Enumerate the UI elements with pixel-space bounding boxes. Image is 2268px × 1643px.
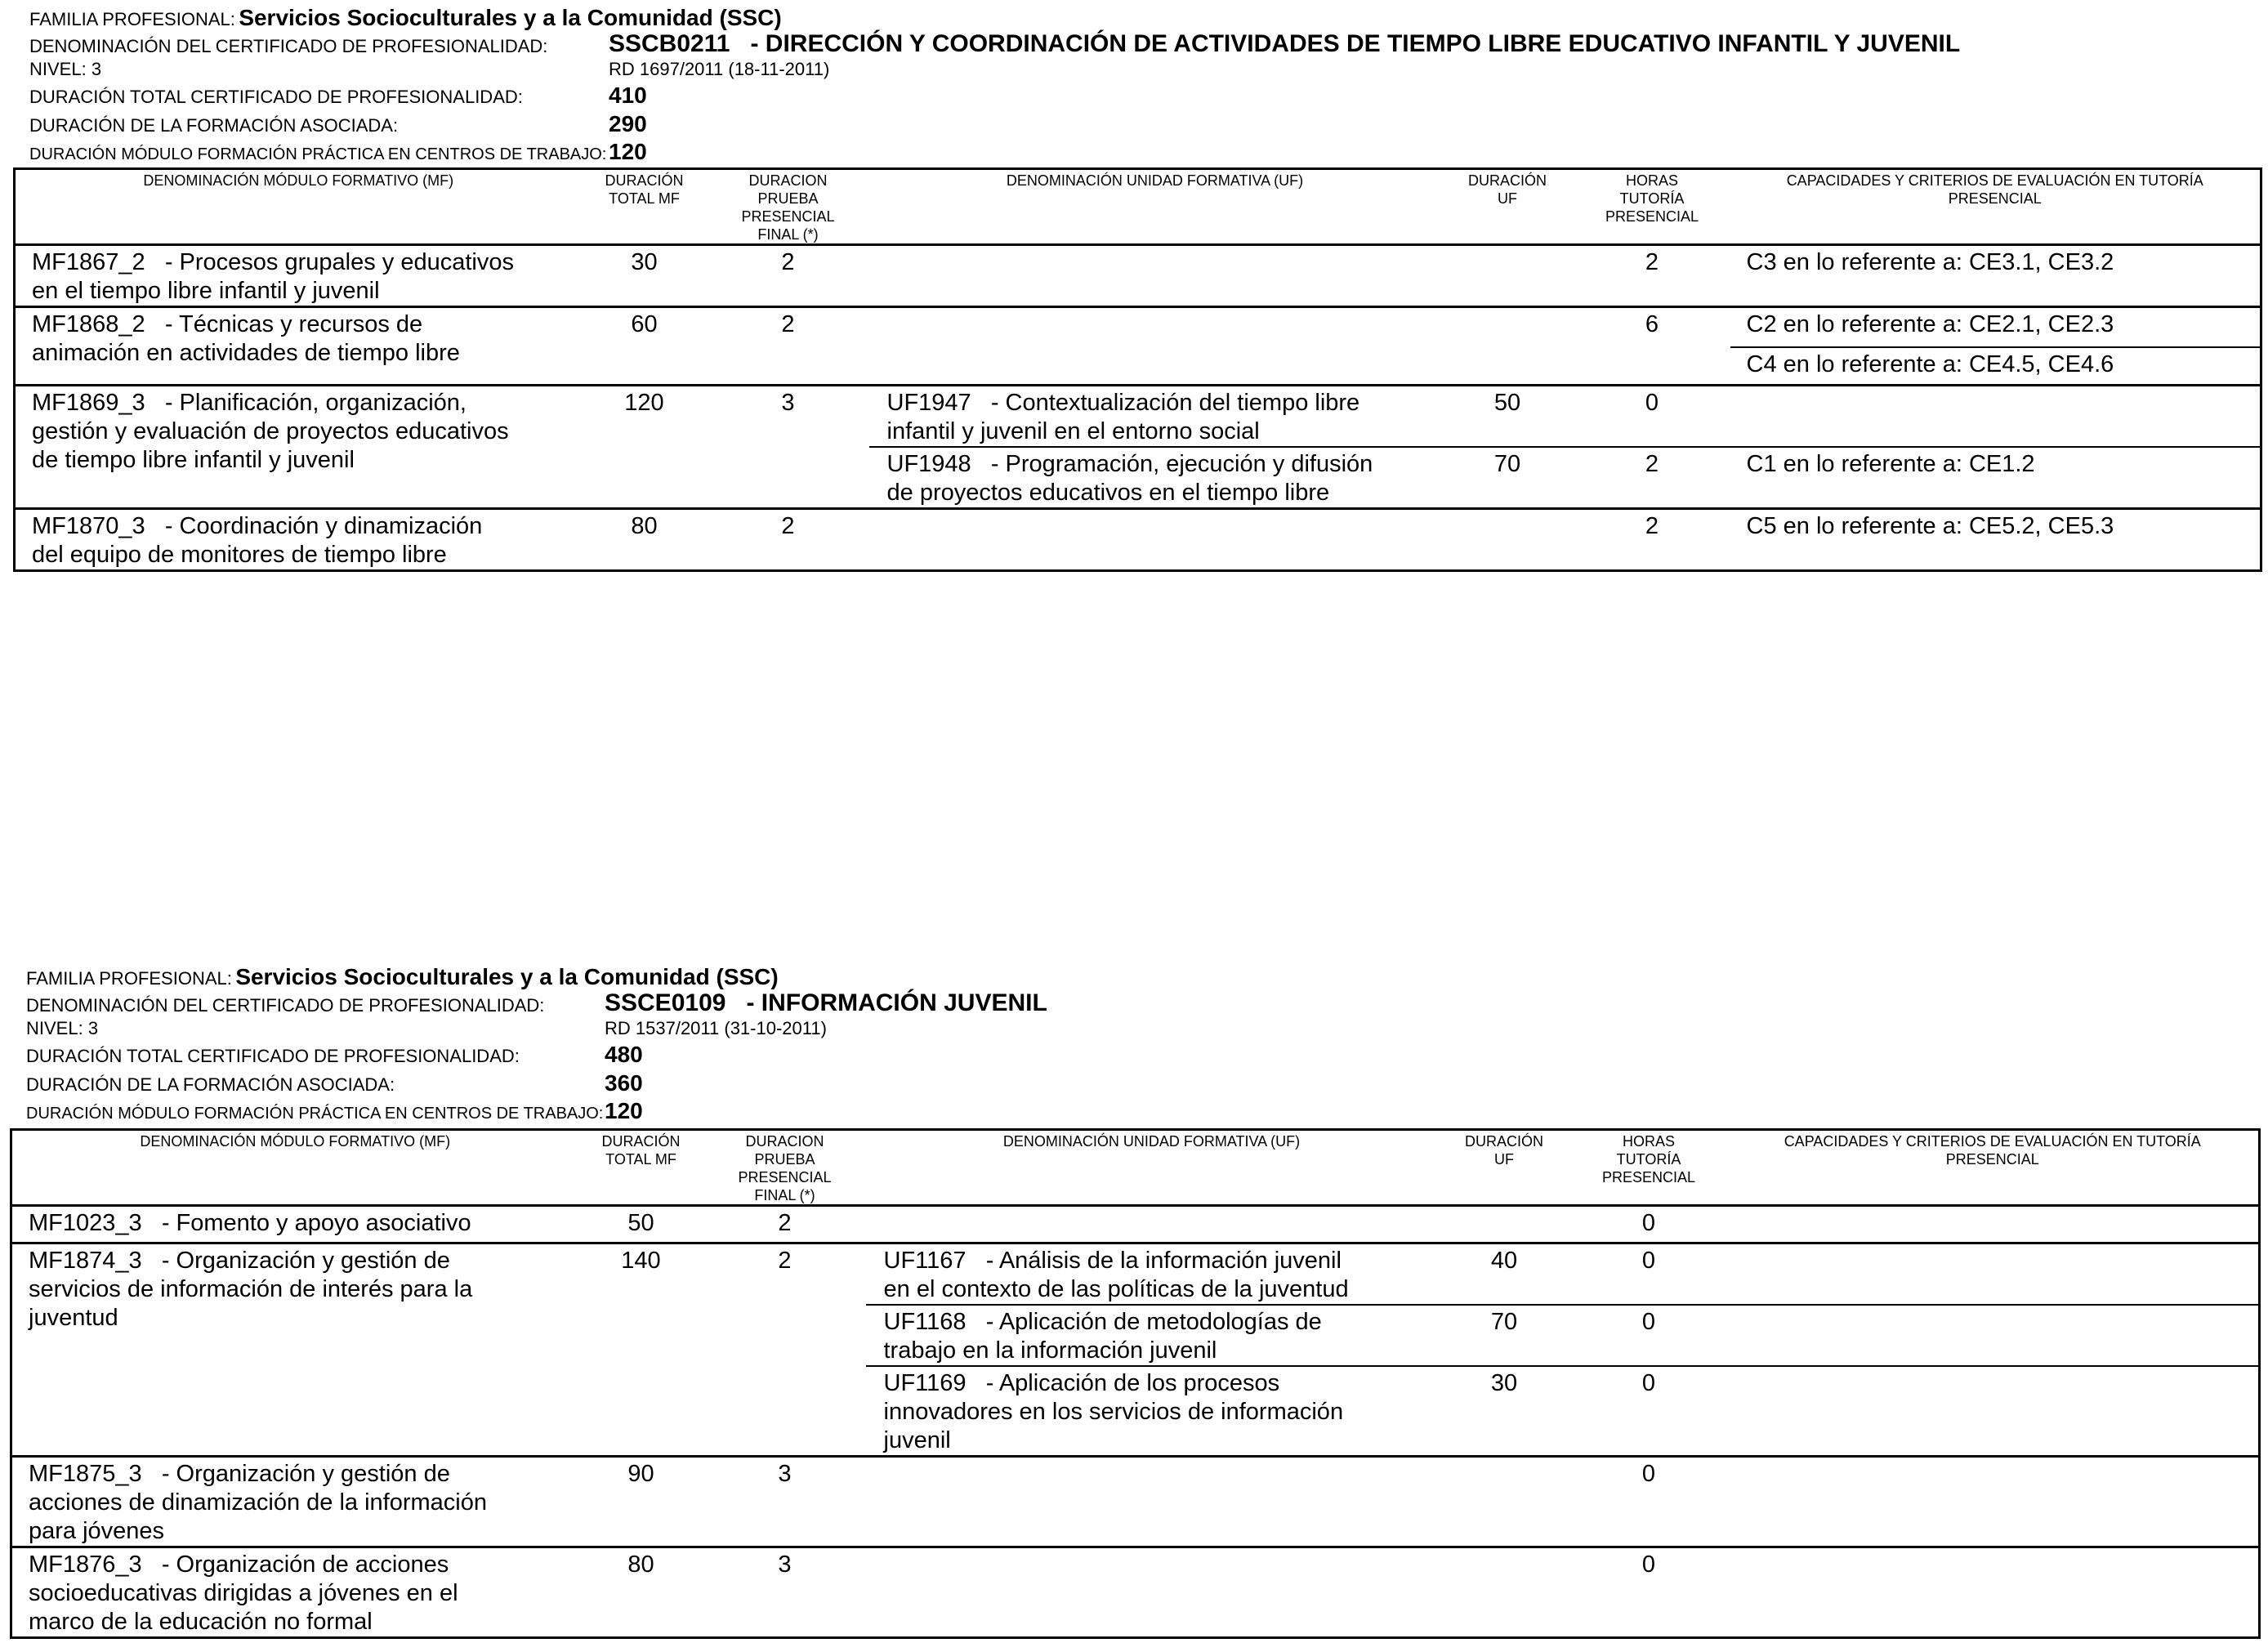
table-row bbox=[11, 1243, 2260, 1306]
denominacion-label: DENOMINACIÓN DEL CERTIFICADO DE PROFESIONALIDAD: bbox=[26, 995, 545, 1016]
dur-uf-cell bbox=[1441, 245, 1574, 307]
familia-line bbox=[26, 964, 779, 990]
col-mf-header: DENOMINACIÓN MÓDULO FORMATIVO (MF) bbox=[143, 172, 454, 189]
cap-cell bbox=[1727, 1305, 2260, 1366]
mf-cell: MF1876_3 - Organización de acciones socioeducativas dirigidas a jóvenes en el marco de la educación no formal bbox=[29, 1551, 458, 1635]
mf-cell: MF1869_3 - Planificación, organización, gestión y evaluación de proyectos educativos de tiempo libre infantil y juvenil bbox=[15, 386, 582, 509]
denominacion-label: DENOMINACIÓN DEL CERTIFICADO DE PROFESIONALIDAD: bbox=[29, 36, 548, 56]
duracion-practica-value: 120 bbox=[609, 139, 647, 164]
col-mf-header: DENOMINACIÓN MÓDULO FORMATIVO (MF) bbox=[140, 1133, 451, 1150]
table-header bbox=[11, 1130, 2260, 1206]
duracion-total-value: 410 bbox=[609, 83, 647, 108]
table-header bbox=[15, 169, 2261, 245]
cap-cell bbox=[1727, 1366, 2260, 1457]
dur-uf-cell: 70 bbox=[1438, 1305, 1571, 1366]
familia-value: Servicios Socioculturales y a la Comunidad (SSC) bbox=[235, 964, 779, 989]
duracion-practica-label: DURACIÓN MÓDULO FORMACIÓN PRÁCTICA EN CENTROS DE TRABAJO: bbox=[26, 1105, 604, 1123]
uf-cell: UF1167 - Análisis de la información juvenil en el contexto de las políticas de la juventud bbox=[883, 1248, 1349, 1302]
modules-table bbox=[13, 167, 2262, 572]
certificado-title bbox=[609, 30, 1960, 58]
uf-cell bbox=[866, 1457, 1438, 1547]
rd-value: RD 1697/2011 (18-11-2011) bbox=[609, 59, 830, 79]
nivel-line bbox=[29, 59, 101, 80]
nivel-label: NIVEL: bbox=[29, 59, 87, 79]
horas-cell: 0 bbox=[1641, 1248, 1656, 1274]
mf-cell: MF1023_3 - Fomento y apoyo asociativo bbox=[11, 1206, 578, 1243]
certificado-name: - DIRECCIÓN Y COORDINACIÓN DE ACTIVIDADES DE TIEMPO LIBRE EDUCATIVO INFANTIL Y JUVENIL bbox=[750, 30, 1961, 57]
table-row bbox=[15, 245, 2261, 307]
mf-cell: MF1867_2 - Procesos grupales y educativos en el tiempo libre infantil y juvenil bbox=[15, 245, 582, 307]
uf-cell bbox=[869, 307, 1441, 386]
dur-mf-cell: 80 bbox=[631, 513, 658, 539]
certificate-block-2 bbox=[0, 961, 2268, 1643]
horas-cell: 0 bbox=[1645, 390, 1659, 416]
mf-cell: MF1875_3 - Organización y gestión de acciones de dinamización de la información para jóvenes bbox=[11, 1457, 578, 1547]
cap-cell: C1 en lo referente a: CE1.2 bbox=[1730, 447, 2261, 509]
col-prueba-header: DURACION PRUEBA PRESENCIAL FINAL (*) bbox=[738, 1133, 832, 1203]
horas-cell: 0 bbox=[1571, 1366, 1727, 1457]
dur-uf-cell bbox=[1438, 1206, 1571, 1243]
uf-cell: UF1169 - Aplicación de los procesos innovadores en los servicios de información juvenil bbox=[866, 1366, 1438, 1457]
duracion-formacion-value: 290 bbox=[609, 111, 647, 136]
table-row bbox=[11, 1206, 2260, 1243]
uf-cell bbox=[869, 509, 1441, 571]
dur-uf-cell: 30 bbox=[1438, 1366, 1571, 1457]
certificado-code: SSCB0211 bbox=[609, 30, 730, 57]
dur-uf-cell: 70 bbox=[1441, 447, 1574, 509]
prueba-cell: 2 bbox=[704, 1206, 866, 1243]
duracion-total-label: DURACIÓN TOTAL CERTIFICADO DE PROFESIONALIDAD: bbox=[26, 1046, 520, 1066]
dur-mf-cell: 140 bbox=[578, 1243, 704, 1457]
certificado-name: - INFORMACIÓN JUVENIL bbox=[746, 989, 1047, 1016]
prueba-cell: 3 bbox=[778, 1551, 792, 1578]
horas-cell: 0 bbox=[1571, 1457, 1727, 1547]
col-dur-uf-header: DURACIÓN UF bbox=[1464, 1133, 1543, 1168]
uf-cell bbox=[869, 245, 1441, 307]
cap-line: C4 en lo referente a: CE4.5, CE4.6 bbox=[1730, 346, 2261, 379]
prueba-cell: 2 bbox=[704, 1243, 866, 1457]
familia-label: FAMILIA PROFESIONAL: bbox=[29, 9, 235, 29]
table-row bbox=[15, 386, 2261, 448]
cap-cell: C5 en lo referente a: CE5.2, CE5.3 bbox=[1746, 513, 2114, 539]
cap-line: C2 en lo referente a: CE2.1, CE2.3 bbox=[1746, 311, 2114, 337]
cap-cell bbox=[1727, 1206, 2260, 1243]
dur-uf-cell bbox=[1438, 1457, 1571, 1547]
uf-cell: UF1948 - Programación, ejecución y difusión de proyectos educativos en el tiempo libre bbox=[869, 447, 1441, 509]
duracion-formacion-label: DURACIÓN DE LA FORMACIÓN ASOCIADA: bbox=[26, 1074, 395, 1095]
dur-mf-cell: 30 bbox=[582, 245, 708, 307]
uf-cell bbox=[866, 1547, 1438, 1638]
col-uf-header: DENOMINACIÓN UNIDAD FORMATIVA (UF) bbox=[1002, 1133, 1301, 1150]
duracion-total-label: DURACIÓN TOTAL CERTIFICADO DE PROFESIONALIDAD: bbox=[29, 87, 523, 107]
cap-cell bbox=[1727, 1243, 2260, 1306]
prueba-cell: 2 bbox=[708, 307, 869, 386]
horas-cell: 6 bbox=[1574, 307, 1730, 386]
horas-cell: 0 bbox=[1571, 1305, 1727, 1366]
certificate-block-1 bbox=[0, 0, 2268, 572]
horas-cell: 2 bbox=[1574, 245, 1730, 307]
cap-cell: C3 en lo referente a: CE3.1, CE3.2 bbox=[1730, 245, 2261, 307]
uf-cell: UF1947 - Contextualización del tiempo libre infantil y juvenil en el entorno social bbox=[886, 390, 1360, 444]
duracion-formacion-value: 360 bbox=[605, 1070, 643, 1096]
certificado-title bbox=[605, 989, 1047, 1017]
table-row bbox=[15, 509, 2261, 571]
duracion-total-value: 480 bbox=[605, 1042, 643, 1067]
prueba-cell: 2 bbox=[708, 245, 869, 307]
prueba-cell: 3 bbox=[704, 1457, 866, 1547]
col-horas-header: HORAS TUTORÍA PRESENCIAL bbox=[1601, 1133, 1696, 1185]
horas-cell: 0 bbox=[1571, 1206, 1727, 1243]
familia-line bbox=[29, 5, 782, 31]
col-horas-header: HORAS TUTORÍA PRESENCIAL bbox=[1605, 172, 1699, 225]
cap-cell bbox=[1730, 307, 2261, 386]
dur-mf-cell: 120 bbox=[582, 386, 708, 509]
prueba-cell: 3 bbox=[708, 386, 869, 509]
table-row bbox=[15, 307, 2261, 386]
mf-cell: MF1868_2 - Técnicas y recursos de animación en actividades de tiempo libre bbox=[15, 307, 582, 386]
col-dur-mf-header: DURACIÓN TOTAL MF bbox=[605, 172, 684, 207]
dur-mf-cell: 90 bbox=[578, 1457, 704, 1547]
modules-table bbox=[10, 1128, 2261, 1639]
col-dur-uf-header: DURACIÓN UF bbox=[1467, 172, 1547, 207]
dur-uf-cell bbox=[1438, 1547, 1571, 1638]
familia-value: Servicios Socioculturales y a la Comunidad (SSC) bbox=[239, 5, 782, 30]
dur-uf-cell: 40 bbox=[1490, 1248, 1518, 1274]
certificado-code: SSCE0109 bbox=[605, 989, 726, 1016]
horas-cell: 2 bbox=[1645, 513, 1659, 539]
nivel-line bbox=[26, 1018, 98, 1039]
nivel-label: NIVEL: bbox=[26, 1018, 83, 1038]
uf-cell: UF1168 - Aplicación de metodologías de trabajo en la información juvenil bbox=[866, 1305, 1438, 1366]
cap-cell bbox=[1727, 1457, 2260, 1547]
cap-cell bbox=[1730, 386, 2261, 448]
duracion-practica-value: 120 bbox=[605, 1098, 643, 1123]
col-prueba-header: DURACION PRUEBA PRESENCIAL FINAL (*) bbox=[741, 172, 835, 243]
rd-value: RD 1537/2011 (31-10-2011) bbox=[605, 1018, 827, 1038]
horas-cell: 2 bbox=[1574, 447, 1730, 509]
dur-uf-cell: 50 bbox=[1493, 390, 1521, 416]
table-row bbox=[11, 1457, 2260, 1547]
mf-cell: MF1870_3 - Coordinación y dinamización del equipo de monitores de tiempo libre bbox=[32, 513, 483, 568]
col-cap-header: CAPACIDADES Y CRITERIOS DE EVALUACIÓN EN TUTORÍA PRESENCIAL bbox=[1784, 1133, 2201, 1168]
col-uf-header: DENOMINACIÓN UNIDAD FORMATIVA (UF) bbox=[1006, 172, 1304, 189]
dur-mf-cell: 50 bbox=[578, 1206, 704, 1243]
prueba-cell: 2 bbox=[781, 513, 795, 539]
col-dur-mf-header: DURACIÓN TOTAL MF bbox=[601, 1133, 681, 1168]
uf-cell bbox=[866, 1206, 1438, 1243]
dur-mf-cell: 80 bbox=[627, 1551, 654, 1578]
nivel-value: 3 bbox=[87, 1018, 99, 1038]
table-row bbox=[11, 1547, 2260, 1638]
dur-uf-cell bbox=[1441, 509, 1574, 571]
cap-cell bbox=[1727, 1547, 2260, 1638]
familia-label: FAMILIA PROFESIONAL: bbox=[26, 968, 232, 989]
dur-mf-cell: 60 bbox=[582, 307, 708, 386]
mf-cell: MF1874_3 - Organización y gestión de servicios de información de interés para la juventud bbox=[11, 1243, 578, 1457]
horas-cell: 0 bbox=[1641, 1551, 1656, 1578]
dur-uf-cell bbox=[1441, 307, 1574, 386]
nivel-value: 3 bbox=[91, 59, 102, 79]
duracion-formacion-label: DURACIÓN DE LA FORMACIÓN ASOCIADA: bbox=[29, 115, 399, 136]
col-cap-header: CAPACIDADES Y CRITERIOS DE EVALUACIÓN EN TUTORÍA PRESENCIAL bbox=[1786, 172, 2203, 207]
duracion-practica-label: DURACIÓN MÓDULO FORMACIÓN PRÁCTICA EN CENTROS DE TRABAJO: bbox=[29, 145, 607, 163]
